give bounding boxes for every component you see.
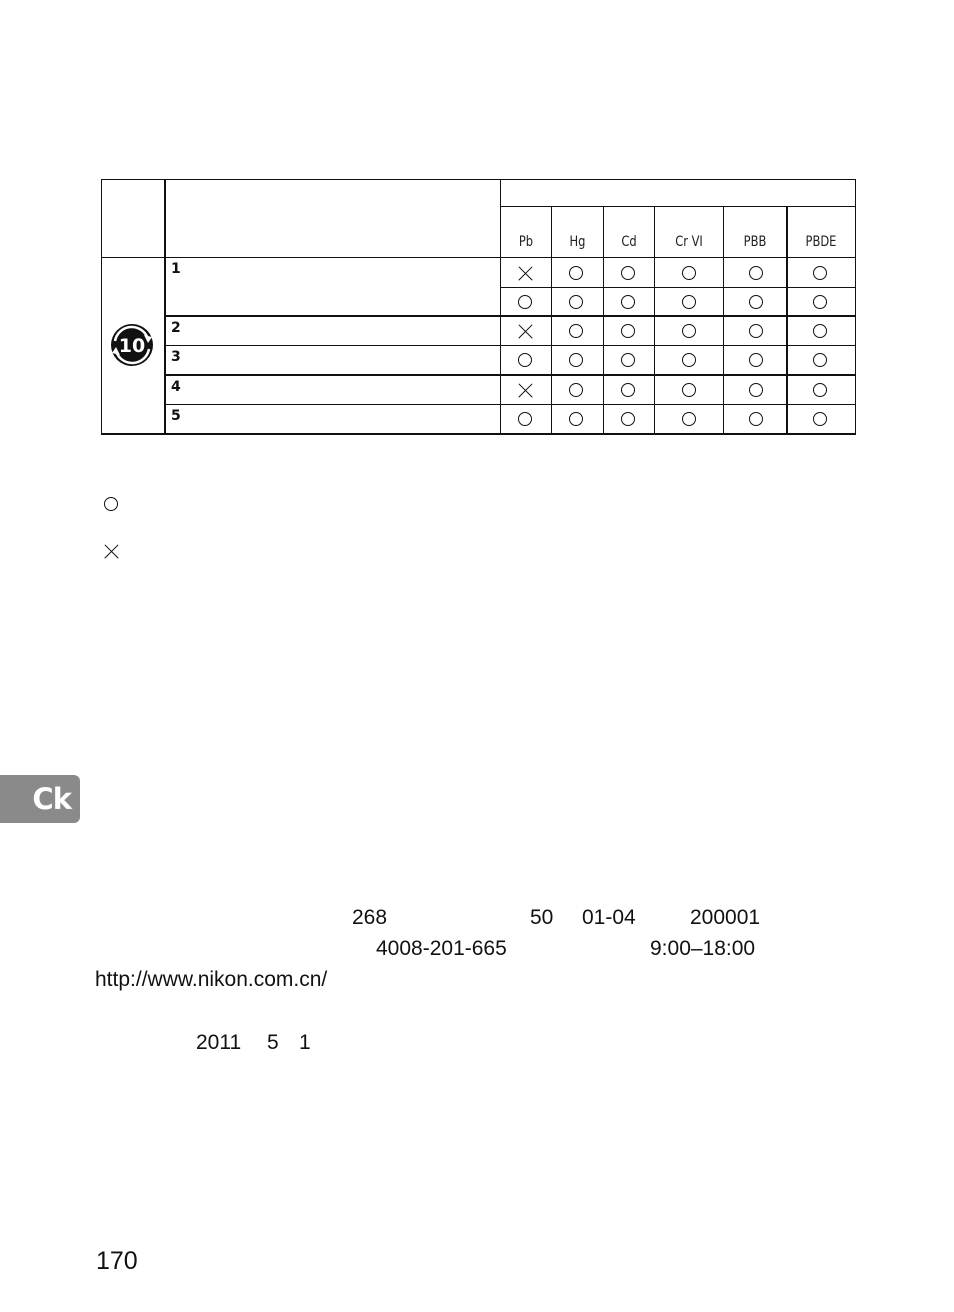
address-number: 268	[352, 906, 388, 929]
date-year: 2011	[196, 1031, 242, 1054]
row-label-1: 1	[171, 261, 181, 277]
language-tab: Ck	[0, 775, 80, 823]
circle-mark-r3-c5	[749, 324, 763, 338]
cross-mark-r3-c1	[518, 324, 532, 338]
circle-mark-r6-c2	[569, 412, 583, 426]
circle-mark-r6-c6	[813, 412, 827, 426]
cross-mark-r1-c1	[518, 266, 532, 280]
column-header-hg: Hg	[569, 234, 586, 250]
circle-mark-r1-c6	[813, 266, 827, 280]
circle-mark-r2-c4	[682, 295, 696, 309]
circle-mark-r2-c5	[749, 295, 763, 309]
circle-mark-r2-c3	[621, 295, 635, 309]
hazardous-substances-table	[101, 179, 856, 434]
circle-mark-r2-c6	[813, 295, 827, 309]
circle-mark-r5-c6	[813, 383, 827, 397]
date-month: 5	[267, 1031, 279, 1054]
column-header-pb: Pb	[518, 234, 534, 250]
circle-mark-r6-c4	[682, 412, 696, 426]
legend-circle-icon	[104, 497, 118, 511]
row-label-2: 2	[171, 320, 181, 336]
circle-mark-r4-c3	[621, 353, 635, 367]
circle-mark-r5-c2	[569, 383, 583, 397]
row-label-3: 3	[171, 349, 181, 365]
website-link[interactable]: http://www.nikon.com.cn/	[95, 968, 328, 991]
circle-mark-r4-c5	[749, 353, 763, 367]
efup-10-icon	[108, 322, 156, 368]
address-room: 01-04	[582, 906, 636, 929]
circle-mark-r1-c3	[621, 266, 635, 280]
circle-mark-r4-c2	[569, 353, 583, 367]
efup-label: 10	[118, 335, 146, 357]
circle-mark-r3-c6	[813, 324, 827, 338]
column-header-pbb: PBB	[743, 234, 767, 250]
date-day: 1	[299, 1031, 311, 1054]
circle-mark-r1-c5	[749, 266, 763, 280]
cross-mark-r5-c1	[518, 383, 532, 397]
hotline-number: 4008-201-665	[376, 937, 507, 960]
legend-cross-icon	[104, 544, 118, 558]
address-floor: 50	[530, 906, 554, 929]
circle-mark-r5-c3	[621, 383, 635, 397]
circle-mark-r5-c4	[682, 383, 696, 397]
circle-mark-r3-c4	[682, 324, 696, 338]
circle-mark-r6-c3	[621, 412, 635, 426]
circle-mark-r1-c4	[682, 266, 696, 280]
circle-mark-r3-c3	[621, 324, 635, 338]
circle-mark-r1-c2	[569, 266, 583, 280]
circle-mark-r3-c2	[569, 324, 583, 338]
circle-mark-r2-c2	[569, 295, 583, 309]
row-label-5: 5	[171, 408, 181, 424]
column-header-cd: Cd	[621, 234, 637, 250]
circle-mark-r6-c5	[749, 412, 763, 426]
circle-mark-r5-c5	[749, 383, 763, 397]
row-label-4: 4	[171, 379, 181, 395]
circle-mark-r4-c4	[682, 353, 696, 367]
page-number: 170	[96, 1247, 138, 1275]
service-hours: 9:00–18:00	[650, 937, 756, 960]
circle-mark-r2-c1	[518, 295, 532, 309]
column-header-pbde: PBDE	[805, 234, 837, 250]
circle-mark-r6-c1	[518, 412, 532, 426]
circle-mark-r4-c6	[813, 353, 827, 367]
circle-mark-r4-c1	[518, 353, 532, 367]
column-header-cr-vi: Cr VI	[675, 234, 703, 250]
postcode: 200001	[690, 906, 761, 929]
